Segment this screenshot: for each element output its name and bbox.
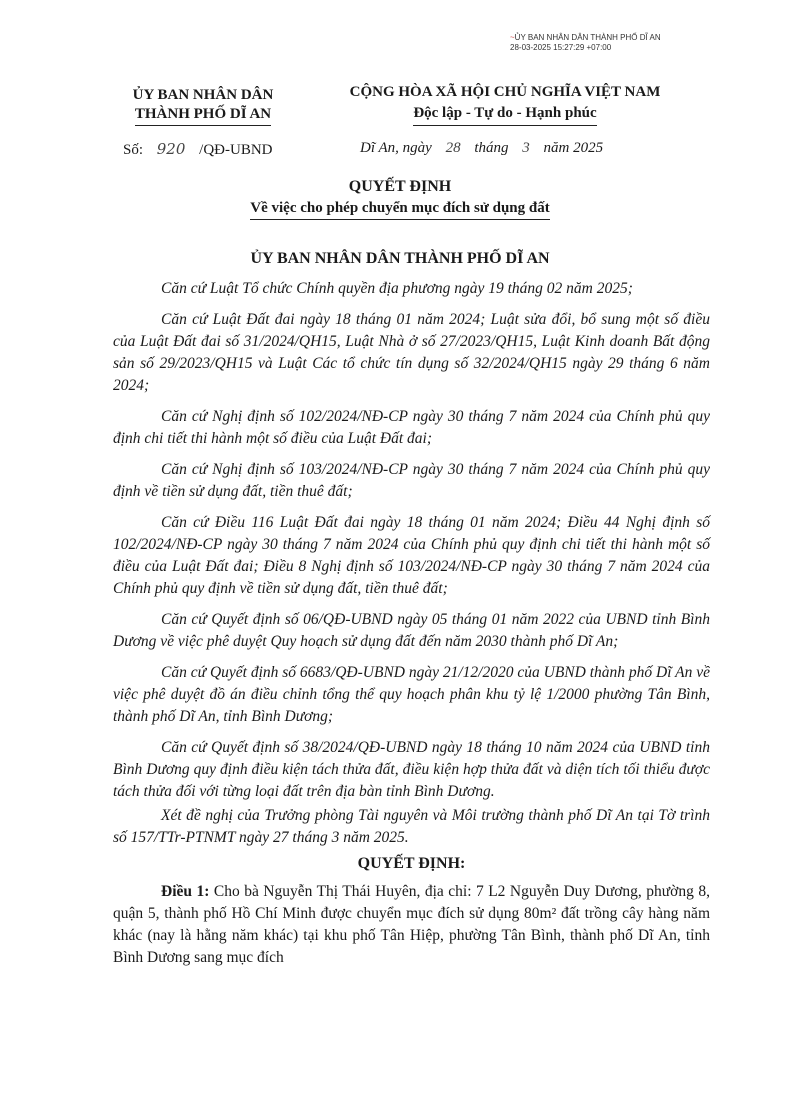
legal-basis-paragraph: Căn cứ Điều 116 Luật Đất đai ngày 18 tháng 01 năm 2024; Điều 44 Nghị định số 102/2024/NĐ-CP ngày 30 tháng 7 năm 2024 của Chính phủ quy định chi tiết thi hành một số điều của Luật Đất đai; Điều 8 Nghị định số 103/2024/NĐ-CP ngày 30 tháng 7 năm 2024 của Chính phủ quy định về tiền sử dụng đất, tiền thuê đất; [113,514,710,597]
legal-basis-paragraph: Căn cứ Nghị định số 102/2024/NĐ-CP ngày 30 tháng 7 năm 2024 của Chính phủ quy định chi tiết thi hành một số điều của Luật Đất đai; [113,408,710,447]
stamp-org: ỦY BAN NHÂN DÂN THÀNH PHỐ DĨ AN [514,33,661,42]
legal-basis-paragraph: Căn cứ Luật Đất đai ngày 18 tháng 01 năm 2024; Luật sửa đổi, bổ sung một số điều của Luật Đất đai số 31/2024/QH15, Luật Nhà ở số 27/2023/QH15, Luật Kinh doanh Bất động sản số 29/2023/QH15 và Luật Các tổ chức tín dụng số 32/2024/QH15 ngày 29 tháng 6 năm 2024; [113,311,710,394]
article-1-text: Cho bà Nguyễn Thị Thái Huyên, địa chỉ: 7 L2 Nguyễn Duy Dương, phường 8, quận 5, thành phố Hồ Chí Minh được chuyển mục đích sử dụng 80m² đất trồng cây hàng năm khác (nay là hằng năm khác) tại khu phố Tân Hiệp, phường Tân Bình, thành phố Dĩ An, tỉnh Bình Dương sang mục đích [113,883,710,966]
document-subtitle [0,200,800,220]
doc-no-value: 920 [156,140,186,158]
national-motto: Độc lập - Tự do - Hạnh phúc [413,103,596,126]
digital-signature-stamp [510,33,760,53]
article-1-label: Điều 1: [161,883,210,900]
subtitle-text: Về việc cho phép chuyển mục đích sử dụng đất [250,200,549,220]
proposal-paragraph: Xét đề nghị của Trưởng phòng Tài nguyên và Môi trường thành phố Dĩ An tại Tờ trình số 157/TTr-PTNMT ngày 27 tháng 3 năm 2025. [113,807,710,846]
document-body [113,278,710,969]
issuer-heading: ỦY BAN NHÂN DÂN THÀNH PHỐ DĨ AN [250,250,550,267]
stamp-timestamp: 28-03-2025 15:27:29 +07:00 [510,43,612,52]
legal-basis-paragraph: Căn cứ Quyết định số 38/2024/QĐ-UBND ngày 18 tháng 10 năm 2024 của UBND tỉnh Bình Dương quy định điều kiện tách thửa đất, điều kiện hợp thửa đất và diện tích tối thiểu được tách thửa đối với từng loại đất trên địa bàn tỉnh Bình Dương. [113,739,710,800]
date-month: 3 [522,140,530,156]
doc-no-suffix: /QĐ-UBND [199,142,273,158]
date-day: 28 [445,140,461,156]
signature-mark-icon: ~ [510,33,515,42]
legal-basis-paragraph: Căn cứ Nghị định số 103/2024/NĐ-CP ngày 30 tháng 7 năm 2024 của Chính phủ quy định về tiền sử dụng đất, tiền thuê đất; [113,461,710,500]
issuing-organization [103,86,303,126]
article-1 [113,881,710,969]
doc-no-label: Số: [123,142,144,158]
document-number [123,140,273,159]
org-line-2: THÀNH PHỐ DĨ AN [135,105,271,126]
legal-basis-paragraph: Căn cứ Luật Tổ chức Chính quyền địa phương ngày 19 tháng 02 năm 2025; [161,280,633,297]
date-year: năm 2025 [543,140,604,156]
place-prefix: Dĩ An, ngày [360,140,432,156]
national-heading [300,82,710,126]
org-line-1: ỦY BAN NHÂN DÂN [132,87,274,103]
decision-heading: QUYẾT ĐỊNH: [357,855,466,872]
document-title: QUYẾT ĐỊNH [348,178,452,195]
nation-name: CỘNG HÒA XÃ HỘI CHỦ NGHĨA VIỆT NAM [349,84,661,100]
legal-basis-paragraph: Căn cứ Quyết định số 06/QĐ-UBND ngày 05 tháng 01 năm 2022 của UBND tỉnh Bình Dương về việc phê duyệt Quy hoạch sử dụng đất đến năm 2030 thành phố Dĩ An; [113,611,710,650]
month-label: tháng [474,140,509,156]
place-and-date [360,140,603,157]
legal-basis-paragraph: Căn cứ Quyết định số 6683/QĐ-UBND ngày 21/12/2020 của UBND thành phố Dĩ An về việc phê duyệt đồ án điều chỉnh tổng thể quy hoạch phân khu tỷ lệ 1/2000 phường Tân Bình, thành phố Dĩ An, tỉnh Bình Dương; [113,664,710,725]
